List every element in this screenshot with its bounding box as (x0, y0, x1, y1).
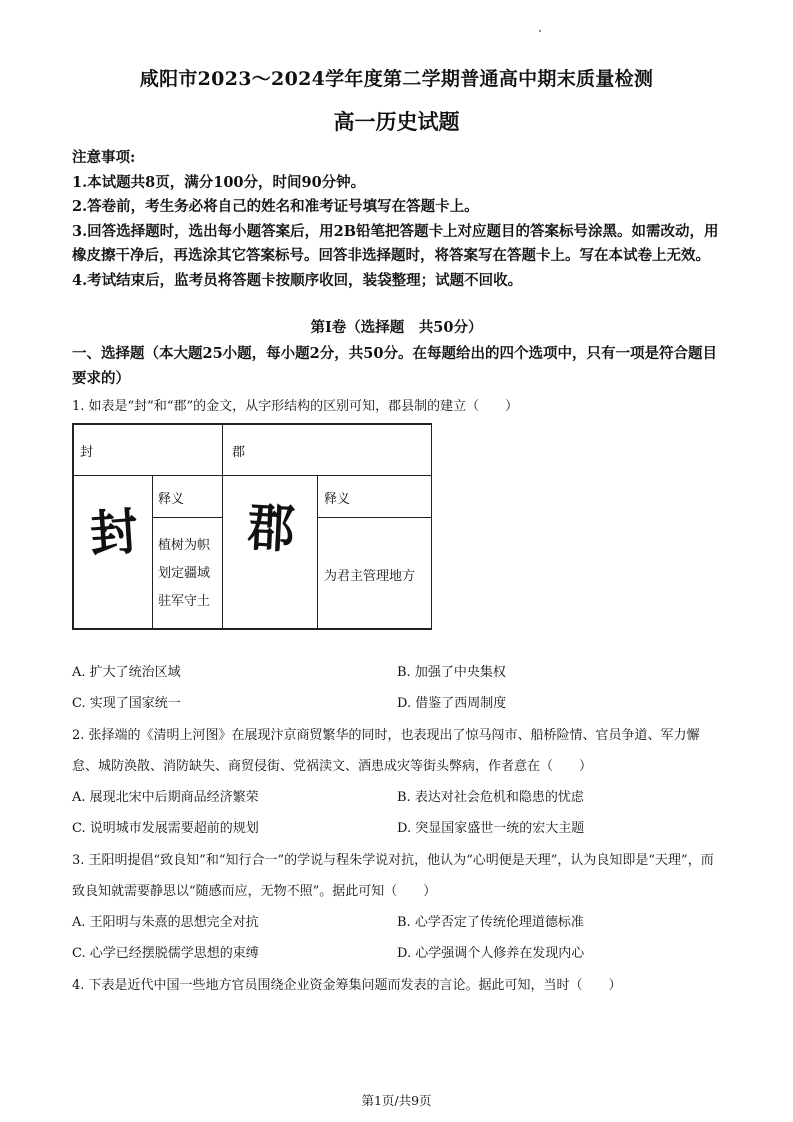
meaning-label-1: 释义 (158, 492, 185, 507)
table-rule (222, 423, 223, 629)
question-4-stem: 4. 下表是近代中国一些地方官员围绕企业资金筹集问题而发表的言论。据此可知，当时（ ） (72, 978, 622, 993)
q3-option-d[interactable]: D. 心学强调个人修养在发现内心 (397, 946, 585, 961)
table-rule (317, 517, 432, 518)
note-item: 1.本试题共8页，满分100分，时间90分钟。 (72, 173, 366, 191)
note-item: 3.回答选择题时，选出每小题答案后，用2B铅笔把答题卡上对应题目的答案标号涂黑。如需改动，用橡皮擦干净后，再选涂其它答案标号。回答非选择题时，将答案写在答题卡上。写在本试卷上无效。 (72, 222, 719, 264)
table-border (431, 423, 433, 629)
table-rule (152, 517, 222, 518)
table-rule (152, 475, 153, 629)
q1-option-a[interactable]: A. 扩大了统治区域 (72, 665, 181, 680)
bronze-glyph-feng: 封 (88, 501, 140, 564)
table-rule (317, 475, 318, 629)
q1-option-b[interactable]: B. 加强了中央集权 (397, 665, 506, 680)
section-title: 第Ⅰ卷（选择题 共50分） (310, 319, 483, 336)
note-item: 4.考试结束后，监考员将答题卡按顺序收回，装袋整理；试题不回收。 (72, 271, 523, 289)
q2-option-a[interactable]: A. 展现北宋中后期商品经济繁荣 (72, 790, 259, 805)
section-description: 一、选择题（本大题25小题，每小题2分，共50分。在每题给出的四个选项中，只有一项是符合题目要求的） (72, 345, 717, 387)
table-header-feng: 封 (80, 445, 94, 460)
q2-option-c[interactable]: C. 说明城市发展需要超前的规划 (72, 821, 259, 836)
table-header-jun: 郡 (232, 445, 246, 460)
meaning-jun: 为君主管理地方 (324, 569, 416, 584)
q3-option-b[interactable]: B. 心学否定了传统伦理道德标准 (397, 915, 584, 930)
meaning-label-2: 释义 (324, 492, 351, 507)
exam-subtitle: 高一历史试题 (333, 109, 460, 134)
question-3-stem: 3. 王阳明提倡“致良知”和“知行合一”的学说与程朱学说对抗，他认为“心明便是天理”，认为良知即是“天理”，而致良知就需要静思以“随感而应，无物不照”。据此可知（ ） (72, 853, 714, 899)
meaning-feng: 植树为帜 划定疆域 驻军守土 (158, 538, 211, 609)
exam-title: 咸阳市2023～2024学年度第二学期普通高中期末质量检测 (139, 68, 654, 90)
bronze-script-table (72, 423, 432, 629)
q3-option-c[interactable]: C. 心学已经摆脱儒学思想的束缚 (72, 946, 259, 961)
q1-option-d[interactable]: D. 借鉴了西周制度 (397, 696, 507, 711)
q2-option-d[interactable]: D. 突显国家盛世一统的宏大主题 (397, 821, 585, 836)
question-1-stem: 1. 如表是“封”和“郡”的金文，从字形结构的区别可知，郡县制的建立（ ） (72, 399, 519, 414)
table-rule (72, 475, 432, 476)
page-number: 第1页/共9页 (361, 1093, 432, 1108)
q3-option-a[interactable]: A. 王阳明与朱熹的思想完全对抗 (72, 915, 259, 930)
q2-option-b[interactable]: B. 表达对社会危机和隐患的忧虑 (397, 790, 584, 805)
notes-heading: 注意事项: (72, 149, 136, 166)
note-item: 2.答卷前，考生务必将自己的姓名和准考证号填写在答题卡上。 (72, 198, 479, 215)
table-border (72, 628, 432, 630)
notes-block (72, 146, 724, 293)
table-border (72, 423, 432, 425)
table-border (72, 423, 74, 629)
speck (539, 30, 541, 32)
question-2-stem: 2. 张择端的《清明上河图》在展现汴京商贸繁华的同时，也表现出了惊马闯市、船桥险情、官员争道、军力懈怠、城防涣散、消防缺失、商贸侵街、党祸渎文、酒患成灾等街头弊病，作者意在（ ） (72, 728, 700, 774)
bronze-glyph-jun: 郡 (246, 496, 296, 561)
q1-option-c[interactable]: C. 实现了国家统一 (72, 696, 181, 711)
